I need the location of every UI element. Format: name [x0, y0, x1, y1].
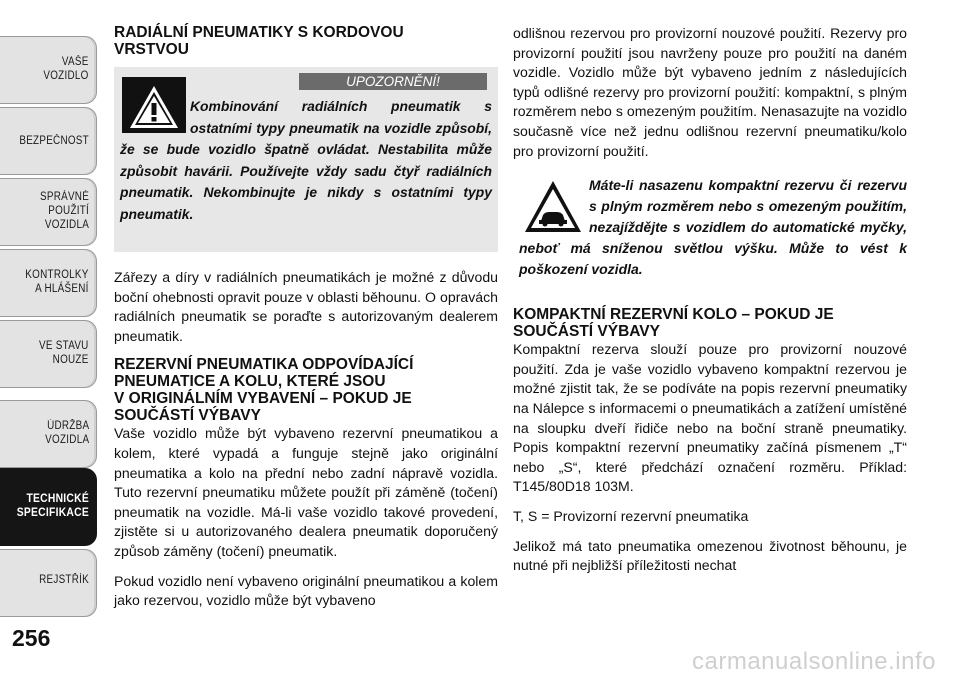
warning-body: Kombinování radiálních pneumatik s ostatními typy pneumatik na vozidle způsobí, že se bude vozidlo špatně ovládat. Nestabilita může způsobit havárii. Používejte vždy sadu čtyř radiálních pneumatik. Nekombinujte je nikdy s ostatními typy pneumatik.	[120, 98, 492, 222]
paragraph: odlišnou rezervou pro provizorní nouzové použití. Rezervy pro provizorní použití jsou navrženy pouze pro použití na daném vozidle. Vozidlo může být vybaveno jedním z následujících typů odlišné rezervy pro provizorní použití: kompaktní, s plným rozměrem nebo s omezeným použitím. Nenasazujte na vozidlo současně více než jednu odlišnou rezervní pneumatiku/kolo pro provizorní použití.	[513, 25, 907, 159]
tab-label: REJSTŘÍK	[39, 574, 89, 586]
left-column	[114, 24, 498, 611]
tab-spravne-pouziti-vozidla[interactable]	[0, 178, 97, 246]
tab-kontrolky-a-hlaseni[interactable]	[0, 249, 97, 317]
section-heading-radial-tires: RADIÁLNÍ PNEUMATIKY S KORDOVOU VRSTVOU	[114, 24, 404, 58]
tab-label: VE STAVU NOUZE	[39, 340, 89, 366]
tab-label: VAŠE VOZIDLO	[43, 56, 89, 82]
tab-technicke-specifikace[interactable]	[0, 468, 97, 546]
warning-box	[114, 67, 498, 252]
tab-label: TECHNICKÉ SPECIFIKACE	[16, 491, 89, 519]
paragraph: Kompaktní rezerva slouží pouze pro provizorní nouzové použití. Zda je vaše vozidlo vybaveno kompaktní rezervou je možné zjistit tak, že se podíváte na popis rezervní pneumatiky na Nálepce s informacemi o pneumatikách a zatížení umístěné na sloupku dveří řidiče nebo na boční straně pneumatiky. Popis kompaktní rezervní pneumatiky začíná písmenem „T“ nebo „S“, které předchází označení rozměru. Příklad: T145/80D18 103M.	[513, 341, 907, 495]
right-column	[513, 24, 907, 576]
paragraph: Vaše vozidlo může být vybaveno rezervní pneumatikou a kolem, které vypadá a funguje stejně jako originální pneumatika a kolo na přední nebo zadní nápravě vozidla. Tuto rezervní pneumatiku můžete použít při záměně (točení) pneumatik na vozidle. Má-li vaše vozidlo takové provedení, zjistěte si u autorizovaného dealera pneumatik doporučený způsob záměny (točení) pneumatik.	[114, 425, 498, 559]
section-heading-compact-spare: KOMPAKTNÍ REZERVNÍ KOLO – POKUD JE SOUČÁSTÍ VÝBAVY	[513, 306, 834, 341]
warning-text	[120, 96, 492, 225]
tab-label: KONTROLKY A HLÁŠENÍ	[25, 269, 89, 295]
tab-bezpecnost[interactable]	[0, 107, 97, 175]
paragraph: Pokud vozidlo není vybaveno originální pneumatikou a kolem jako rezervou, vozidlo může být vybaveno	[114, 572, 498, 609]
warning-title: UPOZORNĚNÍ!	[299, 73, 487, 90]
car-wash-note	[513, 175, 907, 280]
car-wash-note-text: Máte-li nasazenu kompaktní rezervu či rezervu s plným rozměrem nebo s omezeným použitím, nezajíždějte s vozidlem do automatické myčky, neboť má sníženou světlou výšku. Může to vést k poškození vozidla.	[519, 177, 907, 278]
car-wash-warning-icon	[523, 177, 583, 237]
page-number: 256	[12, 625, 51, 651]
tab-vase-vozidlo[interactable]	[0, 36, 97, 104]
watermark: carmanualsonline.info	[692, 648, 936, 675]
section-heading-matching-spare: REZERVNÍ PNEUMATIKA ODPOVÍDAJÍCÍ PNEUMATICE A KOLU, KTERÉ JSOU V ORIGINÁLNÍM VYBAVENÍ – POKUD JE SOUČÁSTÍ VÝBAVY	[114, 356, 414, 425]
tab-label: ÚDRŽBA VOZIDLA	[44, 420, 89, 446]
paragraph: T, S = Provizorní rezervní pneumatika	[513, 507, 749, 524]
paragraph: Jelikož má tato pneumatika omezenou životnost běhounu, je nutné při nejbližší příležitosti nechat	[513, 537, 907, 574]
tab-label: BEZPEČNOST	[19, 135, 89, 147]
tab-label: SPRÁVNÉ POUŽITÍ VOZIDLA	[39, 191, 89, 231]
paragraph: Zářezy a díry v radiálních pneumatikách je možné z důvodu boční ohebnosti opravit pouze v oblasti běhounu. O opravách radiálních pneumatik se poraďte s autorizovaným dealerem pneumatik.	[114, 269, 498, 344]
chapter-sidebar	[0, 0, 100, 678]
tab-udrzba-vozidla[interactable]	[0, 400, 97, 468]
tab-rejstrik[interactable]	[0, 549, 97, 617]
tab-ve-stavu-nouze[interactable]	[0, 320, 97, 388]
